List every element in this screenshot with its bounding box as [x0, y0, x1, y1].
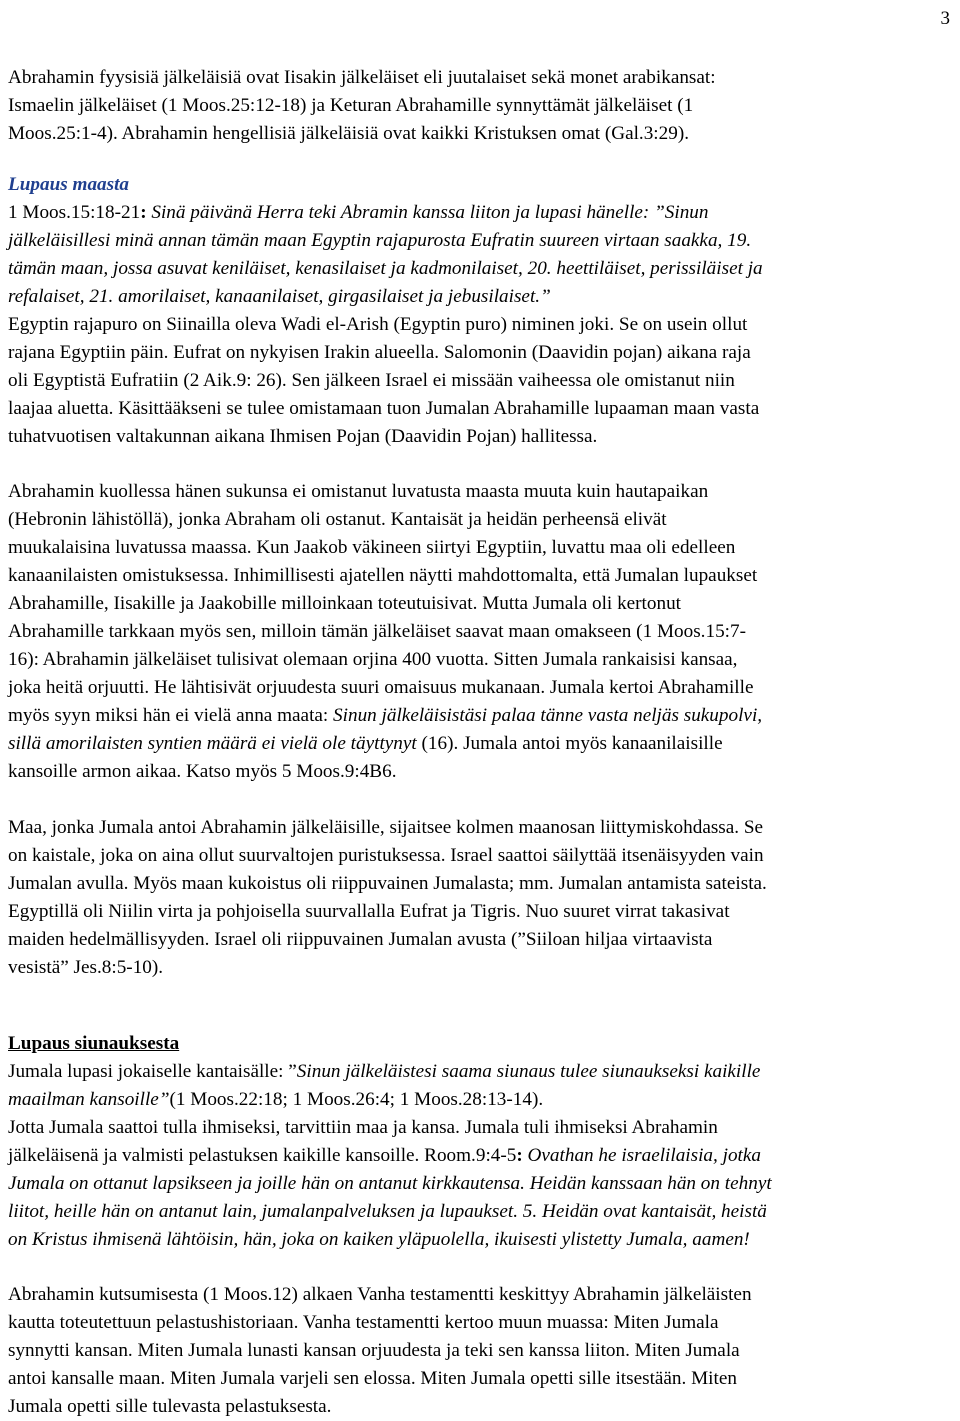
- text-run: maiden hedelmällisyyden. Israel oli riippuvainen Jumalan avusta (”Siiloan hiljaa virtaavista: [8, 929, 713, 950]
- text-run: :: [516, 1145, 528, 1166]
- text-line: [8, 423, 597, 451]
- text-line: [8, 534, 735, 562]
- section-heading: Lupaus maasta: [8, 174, 130, 195]
- text-line: [8, 562, 757, 590]
- text-line: [8, 1226, 750, 1254]
- text-line: [8, 120, 689, 148]
- text-run: (1 Moos.22:18; 1 Moos.26:4; 1 Moos.28:13-14).: [169, 1089, 544, 1110]
- text-run: tämän maan, jossa asuvat keniläiset, kenasilaiset ja kadmonilaiset, 20. heettiläiset, perissiläiset ja: [8, 258, 763, 279]
- page-number: 3: [940, 8, 950, 29]
- text-run: Ismaelin jälkeläiset (1 Moos.25:12-18) ja Keturan Abrahamille synnyttämät jälkeläiset (1: [8, 95, 694, 116]
- text-line: [8, 227, 751, 255]
- text-run: Abrahamin kuollessa hänen sukunsa ei omistanut luvatusta maasta muuta kuin hautapaikan: [8, 481, 709, 502]
- text-run: Sinä päivänä Herra teki Abramin kanssa liiton ja lupasi hänelle: ”Sinun: [151, 202, 709, 223]
- text-line: [8, 870, 767, 898]
- text-line: [8, 367, 735, 395]
- text-run: rajana Egyptiin päin. Eufrat on nykyisen Irakin alueella. Salomonin (Daavidin pojan) aikana raja: [8, 342, 751, 363]
- text-line: [8, 590, 681, 618]
- text-run: Sinun jälkeläistesi saama siunaus tulee siunaukseksi kaikille: [296, 1061, 761, 1082]
- text-run: Moos.25:1-4). Abrahamin hengellisiä jälkeläisiä ovat kaikki Kristuksen omat (Gal.3:29).: [8, 123, 690, 144]
- text-line: [8, 898, 730, 926]
- text-run: on kaistale, joka on aina ollut suurvaltojen puristuksessa. Israel saattoi säilyttää itsenäisyyden vain: [8, 845, 764, 866]
- text-run: maailman kansoille”: [8, 1089, 170, 1110]
- text-line: [8, 758, 397, 786]
- text-run: synnytti kansan. Miten Jumala lunasti kansan orjuudesta ja teki sen kanssa liiton. Miten Jumala: [8, 1340, 740, 1361]
- text-run: 1 Moos.15:18-21: [8, 202, 141, 223]
- text-run: kautta toteutettuun pelastushistoriaan. Vanha testamentti kertoo muun muassa: Miten Jumala: [8, 1312, 719, 1333]
- text-run: Jumalan avulla. Myös maan kukoistus oli riippuvainen Jumalasta; mm. Jumalan antamista sateista.: [8, 873, 767, 894]
- text-line: [8, 842, 764, 870]
- text-line: [8, 395, 759, 423]
- text-run: refalaiset, 21. amorilaiset, kanaanilaiset, girgasilaiset ja jebusilaiset.”: [8, 286, 551, 307]
- text-run: Abrahamille, Iisakille ja Jaakobille milloinkaan toteutuisivat. Mutta Jumala oli kertonut: [8, 593, 682, 614]
- text-line: [8, 1142, 761, 1170]
- text-line: [8, 199, 709, 227]
- text-run: Egyptin rajapuro on Siinailla oleva Wadi el-Arish (Egyptin puro) niminen joki. Se on usein ollut: [8, 314, 748, 335]
- text-run: Sinun jälkeläisistäsi palaa tänne vasta neljäs sukupolvi,: [333, 705, 763, 726]
- text-run: myös syyn miksi hän ei vielä anna maata:: [8, 705, 334, 726]
- text-line: [8, 171, 129, 199]
- text-run: (16). Jumala antoi myös kanaanilaisille: [416, 733, 723, 754]
- text-run: :: [140, 202, 152, 223]
- text-run: Jotta Jumala saattoi tulla ihmiseksi, tarvittiin maa ja kansa. Jumala tuli ihmiseksi Abrahamin: [8, 1117, 718, 1138]
- text-run: 16): Abrahamin jälkeläiset tulisivat olemaan orjina 400 vuotta. Sitten Jumala rankaisisi kansaa,: [8, 649, 738, 670]
- text-run: oli Egyptistä Eufratiin (2 Aik.9: 26). Sen jälkeen Israel ei missään vaiheessa ole omistanut niin: [8, 370, 735, 391]
- text-run: antoi kansalle maan. Miten Jumala varjeli sen elossa. Miten Jumala opetti sille itsestään. Miten: [8, 1368, 737, 1389]
- text-line: [8, 1058, 760, 1086]
- text-run: jälkeläisenä ja valmisti pelastuksen kaikille kansoille. Room.9:4-5: [8, 1145, 517, 1166]
- text-run: joka heitä orjuutti. He lähtisivät orjuudesta suuri omaisuus mukanaan. Jumala kertoi Abrahamille: [8, 677, 754, 698]
- text-line: [8, 674, 753, 702]
- text-line: [8, 926, 712, 954]
- text-line: [8, 311, 747, 339]
- text-run: laajaa aluetta. Käsittääkseni se tulee omistamaan tuon Jumalan Abrahamille lupaaman maan vasta: [8, 398, 760, 419]
- text-run: liitot, heille hän on antanut lain, jumalanpalveluksen ja lupaukset. 5. Heidän ovat kantaisät, heistä: [8, 1201, 767, 1222]
- text-run: Jumala on ottanut lapsikseen ja joille hän on antanut kirkkautensa. Heidän kanssaan hän on tehnyt: [8, 1173, 772, 1194]
- text-line: [8, 478, 708, 506]
- text-run: kanaanilaisten omistuksessa. Inhimillisesti ajatellen näytti mahdottomalta, että Jumalan lupaukset: [8, 565, 758, 586]
- text-run: Jumala opetti sille tulevasta pelastuksesta.: [8, 1396, 332, 1417]
- text-line: [8, 730, 723, 758]
- text-run: kansoille armon aikaa. Katso myös 5 Moos.9:4B6.: [8, 761, 397, 782]
- text-line: [8, 1309, 719, 1337]
- section-heading: Lupaus siunauksesta: [8, 1033, 180, 1054]
- text-run: Abrahamin kutsumisesta (1 Moos.12) alkaen Vanha testamentti keskittyy Abrahamin jälkeläisten: [8, 1284, 752, 1305]
- text-line: [8, 618, 746, 646]
- text-line: [8, 646, 737, 674]
- text-line: [8, 1365, 737, 1393]
- text-line: [8, 1281, 752, 1309]
- text-run: Maa, jonka Jumala antoi Abrahamin jälkeläisille, sijaitsee kolmen maanosan liittymiskohdassa. Se: [8, 817, 764, 838]
- text-line: [8, 814, 763, 842]
- text-run: muukalaisina luvatussa maassa. Kun Jaakob väkineen siirtyi Egyptiin, luvattu maa oli edelleen: [8, 537, 736, 558]
- text-run: on Kristus ihmisenä lähtöisin, hän, joka on kaiken yläpuolella, ikuisesti ylistetty Jumala, aamen!: [8, 1229, 750, 1250]
- text-run: Ovathan he israelilaisia, jotka: [527, 1145, 761, 1166]
- text-line: [8, 283, 551, 311]
- text-line: [8, 1114, 718, 1142]
- text-run: Jumala lupasi jokaiselle kantaisälle: ”: [8, 1061, 297, 1082]
- text-line: [8, 339, 751, 367]
- text-line: [8, 954, 163, 982]
- text-line: [8, 1198, 767, 1226]
- text-line: [8, 1393, 331, 1421]
- text-run: jälkeläisillesi minä annan tämän maan Egyptin rajapurosta Eufratin suureen virtaan saakka, 19.: [8, 230, 752, 251]
- text-line: [8, 1337, 740, 1365]
- text-line: [8, 64, 716, 92]
- text-run: vesistä” Jes.8:5-10).: [8, 957, 164, 978]
- text-run: Abrahamin fyysisiä jälkeläisiä ovat Iisakin jälkeläiset eli juutalaiset sekä monet arabikansat:: [8, 67, 716, 88]
- text-line: [8, 255, 763, 283]
- text-run: (Hebronin lähistöllä), jonka Abraham oli ostanut. Kantaisät ja heidän perheensä elivät: [8, 509, 667, 530]
- text-run: Egyptillä oli Niilin virta ja pohjoisella suurvallalla Eufrat ja Tigris. Nuo suuret virrat takasivat: [8, 901, 730, 922]
- text-line: [8, 1086, 543, 1114]
- text-line: [8, 702, 762, 730]
- text-line: [8, 1170, 772, 1198]
- text-line: [8, 506, 667, 534]
- text-run: sillä amorilaisten syntien määrä ei vielä ole täyttynyt: [8, 733, 417, 754]
- text-run: tuhatvuotisen valtakunnan aikana Ihmisen Pojan (Daavidin Pojan) hallitessa.: [8, 426, 598, 447]
- text-line: [8, 92, 693, 120]
- text-run: Abrahamille tarkkaan myös sen, milloin tämän jälkeläiset saavat maan omakseen (1 Moos.15:7-: [8, 621, 746, 642]
- text-line: [8, 1030, 179, 1058]
